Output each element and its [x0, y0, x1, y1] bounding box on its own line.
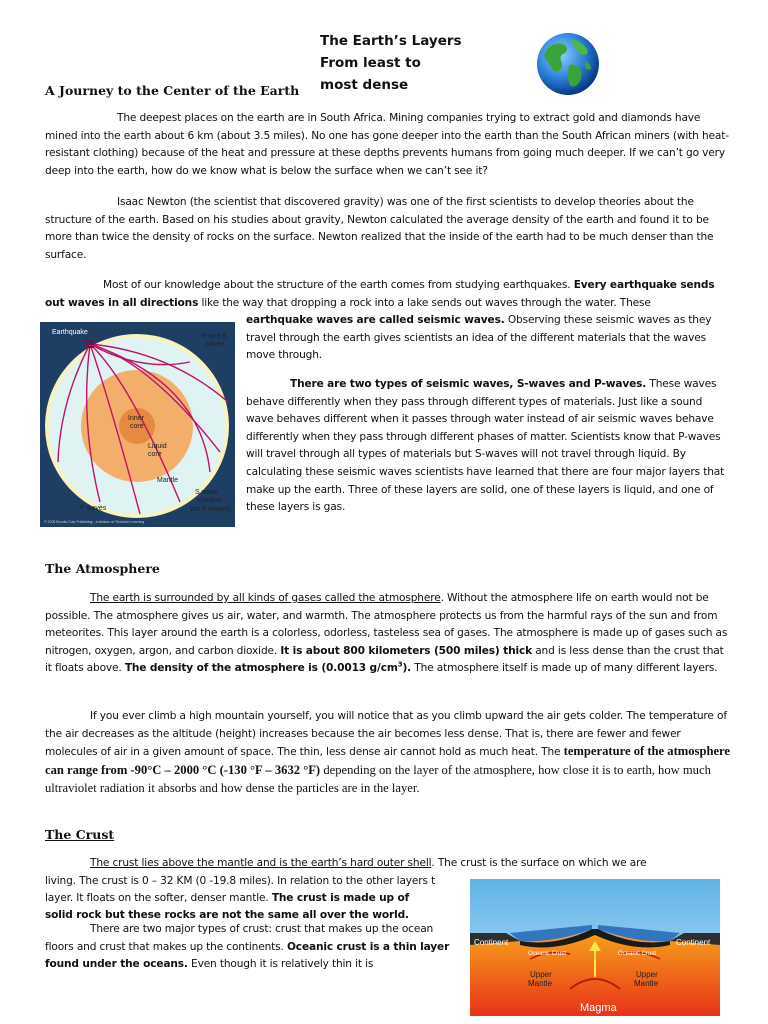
label-upper-left: Upper — [530, 970, 552, 979]
paragraph-earthquakes: Most of our knowledge about the structure of the earth comes from studying earthquakes. Every earthquake sends out waves in all directions like the way that dropping a rock into a lake sends out waves through the water. These — [45, 279, 715, 309]
label-magma: Magma — [580, 1002, 617, 1014]
paragraph-seismic-waves: earthquake waves are called seismic waves. Observing these seismic waves as they travel through the earth gives scientists an idea of the different materials that the waves move through. — [246, 314, 712, 362]
label-p-and-s: P and S — [202, 333, 227, 340]
label-mantle-right: Mantle — [634, 979, 659, 988]
label-liquid-core: core — [148, 451, 162, 458]
label-earthquake: Earthquake — [52, 329, 88, 336]
label-liquid: Liquid — [148, 443, 167, 450]
label-inner-core: core — [130, 423, 144, 430]
crust-line-3: layer. It floats on the softer, denser mantle. The crust is made up of — [45, 892, 410, 904]
crust-plates-diagram — [470, 879, 720, 1016]
page-title: The Earth’s Layers From least to most dense — [320, 33, 462, 93]
label-shadow: shadow — [197, 497, 222, 504]
paragraph-atmosphere: The earth is surrounded by all kinds of gases called the atmosphere. Without the atmosphere life on earth would not be possible. The atmosphere gives us air, water, and warmth. The atmosphere protects us from the harmful rays of the sun and from meteorites. This layer around the earth is a colorless, odorless, tasteless sea of gases. The atmosphere is made up of gases such as nitrogen, oxygen, argon, and carbon dioxide. It is about 800 kilometers (500 miles) thick and is less dense than the crust that it floats above. The density of the atmosphere is (0.0013 $g/cm^3$). The atmosphere itself is made up of many different layers. — [45, 592, 728, 675]
label-inner: Inner — [128, 415, 144, 422]
earth-globe-icon — [535, 31, 601, 97]
label-s-wave: S wave — [195, 489, 218, 496]
diagram-copyright: © 2005 Brooks Cole Publishing - a division of Thomson Learning — [44, 520, 145, 524]
section-heading-atmosphere: The Atmosphere — [45, 561, 160, 576]
crust-line-4: solid rock but these rocks are not the same all over the world. — [45, 909, 409, 921]
paragraph-s-p-waves: There are two types of seismic waves, S-waves and P-waves. These waves behave differently when they pass through different types of materials. Just like a sound wave behaves different when it passes through water instead of air seismic waves behave differently when they pass through different phases of matter. Scientists know that P-waves will travel through all types of materials but S-waves will not travel through liquid. By calculating these seismic waves scientists have learned that there are four major layers that make up the earth. Three of these layers are solid, one of these layers is liquid, and one of these layers is gas. — [246, 378, 725, 514]
label-continent-right: Continent — [676, 938, 711, 947]
label-upper-right: Upper — [636, 970, 658, 979]
label-continent-left: Continent — [474, 938, 509, 947]
paragraph-newton: Isaac Newton (the scientist that discovered gravity) was one of the first scientists to develop theories about the structure of the earth. Based on his studies about gravity, Newton calculated the average density of the earth and found it to be more than twice the density of rocks on the surface. Newton realized that the inside of the earth had to be much denser than the surface. — [45, 196, 714, 261]
paragraph-deepest-places: The deepest places on the earth are in South Africa. Mining companies trying to extract gold and diamonds have mined into the earth about 6 km (about 3.5 miles). No one has gone deeper into the earth than the South African miners (with heat-resistant clothing) because of the heat and pressure at these depths prevents humans from going much deeper. If we can’t go very deep into the earth, how do we know what is below the surface when we can’t see it? — [45, 112, 729, 177]
label-oceanic-crust-left: Oceanic Crust — [528, 951, 567, 957]
paragraph-temperature: If you ever climb a high mountain yourself, you will notice that as you climb upward the air gets colder. The temperature of the air decreases as the altitude (height) increases because the air becomes less dense. That is, there are fewer and fewer molecules of air in a given amount of space. The thin, less dense air cannot hold as much heat. The temperature of the atmosphere can range from -90°C – 2000 °C (-130 °F – 3632 °F) depending on the layer of the atmosphere, how close it is to earth, how much ultraviolet radiation it absorbs and how dense the particles are in the layer. — [45, 710, 730, 796]
label-waves: waves — [205, 341, 225, 348]
seismic-waves-diagram — [40, 322, 235, 527]
label-mantle-left: Mantle — [528, 979, 553, 988]
paragraph-crust-types: There are two major types of crust: crust that makes up the ocean floors and crust that makes up the continents. Oceanic crust is a thin layer found under the oceans. Even though it is relatively thin it is — [45, 923, 450, 971]
label-oceanic-crust-right: Oceanic Crust — [618, 951, 657, 957]
label-mantle: Mantle — [157, 477, 179, 484]
crust-line-1: The crust lies above the mantle and is the earth’s hard outer shell. The crust is the surface on which we are — [90, 857, 647, 869]
crust-line-2: living. The crust is 0 – 32 KM (0 -19.8 miles). In relation to the other layers t — [45, 875, 436, 887]
label-p-waves: P waves — [80, 505, 107, 512]
label-no-s-waves: (no S waves) — [190, 506, 231, 513]
section-heading-journey: A Journey to the Center of the Earth — [45, 83, 300, 98]
section-heading-crust: The Crust — [45, 827, 115, 842]
